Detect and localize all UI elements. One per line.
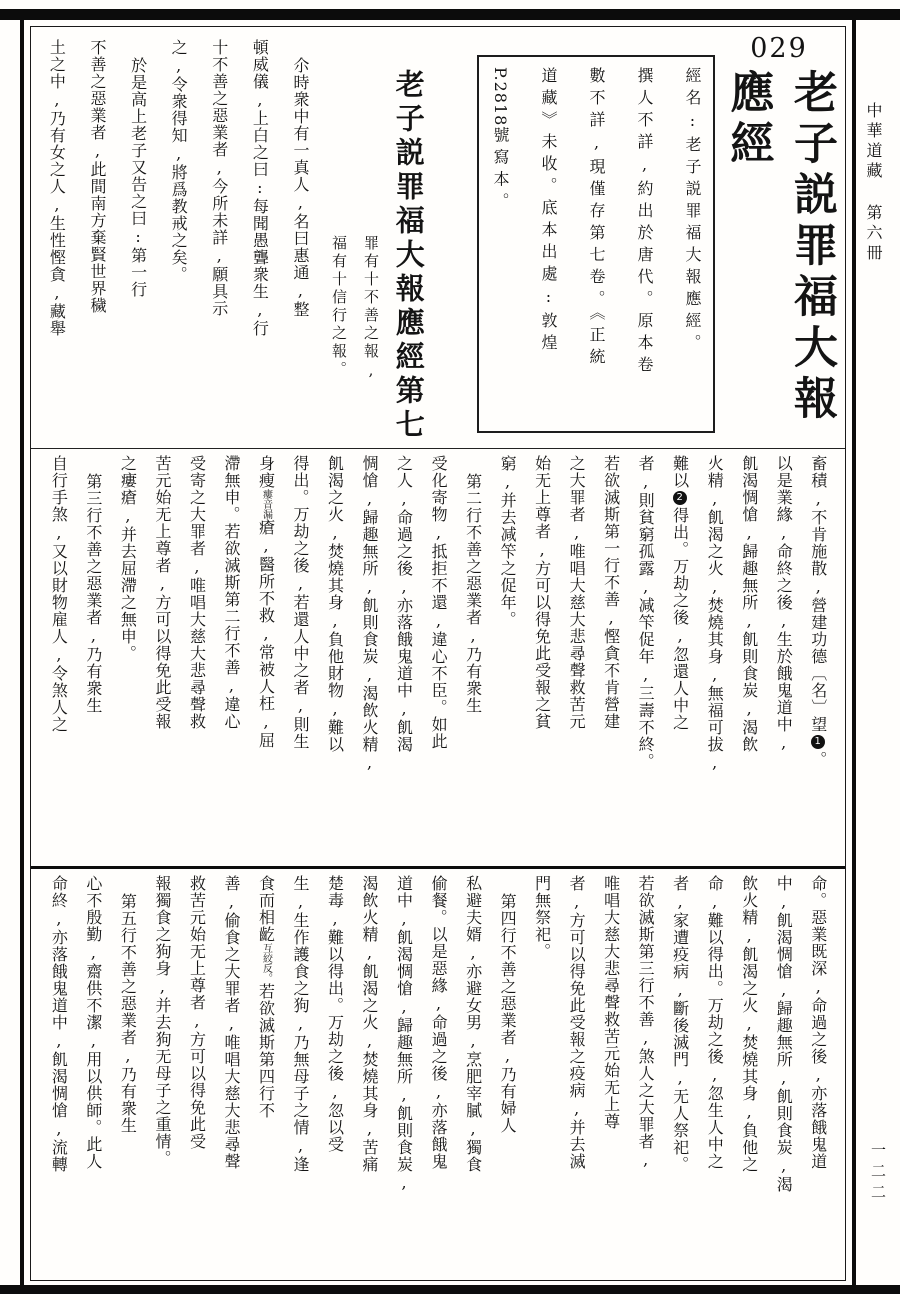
chapter-heading: 老子説罪福大報應經第七	[391, 69, 426, 443]
text-column: 第四行不善之惡業者,乃有婦人	[498, 893, 518, 1134]
note-marker: 2	[673, 491, 687, 505]
text-column: 門無祭祀。	[532, 875, 552, 960]
colophon-column: 數不詳,現僅存第七卷。《正統	[587, 67, 606, 370]
text-column: 生,生作護食之狗,乃無母子之情,逢	[291, 875, 310, 1173]
text-column: 偷餐。以是惡緣,命過之後,亦落餓鬼	[429, 875, 449, 1170]
text-column: 自行手煞,又以財物雇人,令煞人之	[49, 455, 69, 733]
text-column: 命,難以得出。万劫之後,忽生人中之	[705, 875, 725, 1170]
text-column: 難以2得出。万劫之後,忽還人中之	[670, 455, 690, 731]
note-marker: 1	[811, 735, 825, 749]
document-code: 029	[750, 33, 808, 64]
text-column: 十不善之惡業者,今所未詳,願具示	[209, 39, 229, 317]
text-column: 身瘦瘻音漏瘡,醫所不救,常被人枉,屈	[256, 455, 276, 749]
inline-gloss: 互絞反。	[260, 943, 272, 983]
band3-text-columns	[31, 869, 845, 1280]
text-column: 飢渴之火,焚燒其身,負他財物,難以	[325, 455, 345, 753]
text-column: 第三行不善之惡業者,乃有衆生	[83, 473, 103, 714]
text-column: 之大罪者,唯唱大慈大悲尋聲救苦元	[567, 455, 587, 730]
text-column: 楚毒,難以得出。万劫之後,忽以受	[325, 875, 345, 1153]
text-column: 報獨食之狗身,并去狗无母子之重情。	[152, 875, 172, 1167]
text-column: 第五行不善之惡業者,乃有衆生	[118, 893, 138, 1134]
couplet-column: 福有十信行之報。	[330, 235, 348, 379]
colophon-column: 道藏》未收。底本出處:敦煌	[539, 67, 558, 356]
text-column: 者,方可以得免此受報之疫病,并去滅	[567, 875, 587, 1170]
folio-number: 一二二	[869, 1142, 887, 1205]
series-title-name: 中華道藏	[864, 102, 883, 182]
document-title	[723, 69, 835, 426]
text-column: 窮,并去减笇之促年。	[498, 455, 518, 628]
text-column: 若欲滅斯第一行不善,慳貪不肯營建	[601, 455, 621, 730]
text-column: 若欲滅斯第三行不善,煞人之大罪者,	[636, 875, 656, 1170]
couplet-columns	[327, 235, 383, 382]
text-column: 始无上尊者,方可以得免此受報之貧	[532, 455, 552, 730]
couplet-column: 罪有十不善之報,	[362, 235, 380, 382]
text-column: 救苦元始无上尊者,方可以得免此受	[187, 875, 207, 1150]
colophon-column: 撰人不詳,約出於唐代。原本卷	[635, 67, 654, 378]
series-volume: 第六冊	[864, 204, 883, 264]
text-column: 受化寄物,抵拒不還,違心不臣。如此	[429, 455, 449, 750]
title-column-1: 老子説罪福大報	[786, 69, 837, 426]
text-area	[30, 26, 846, 1281]
text-column: 道中,飢渴惆愴,歸趣無所,飢則食炭,	[394, 875, 414, 1193]
series-title	[862, 102, 885, 264]
text-column: 以是業緣,命終之後,生於餓鬼道中,	[774, 455, 794, 753]
band-bottom-section	[31, 869, 845, 1280]
band-middle-section	[31, 449, 845, 869]
inline-gloss: 瘻音漏	[260, 489, 272, 519]
text-column: 命。惡業既深,命過之後,亦落餓鬼道	[808, 875, 828, 1170]
text-column: 畜積,不肯施散,營建功德〔名〕望1。	[808, 455, 828, 768]
title-column-2: 應經	[722, 69, 774, 171]
text-column: 之人,命過之後,亦落餓鬼道中,飢渴	[394, 455, 414, 753]
text-column: 火精,飢渴之火,焚燒其身,無福可拔,	[705, 455, 725, 773]
text-column: 者,則貧窮孤露,减笇促年,三壽不終。	[636, 455, 656, 770]
text-column: 渴飲火精,飢渴之火,焚燒其身,苦痛	[360, 875, 380, 1173]
text-column: 尒時衆中有一真人,名曰惠通,整	[290, 57, 310, 318]
band1-text-columns	[41, 39, 315, 444]
text-column: 滯無申。若欲滅斯第二行不善,違心	[221, 455, 241, 730]
text-column: 惆愴,歸趣無所,飢則食炭,渴飲火精,	[360, 455, 380, 773]
document-title-block	[723, 33, 835, 426]
text-column: 命終,亦落餓鬼道中,飢渴惆愴,流轉	[49, 875, 69, 1173]
text-column: 苦元始无上尊者,方可以得免此受報	[152, 455, 172, 730]
text-column: 頓威儀,上白之曰:每聞愚聾衆生,行	[250, 39, 270, 337]
text-column: 食而相齕互絞反。若欲滅斯第四行不	[256, 875, 276, 1119]
text-column: 私避夫婿,亦避女男,烹肥宰膩,獨食	[463, 875, 483, 1173]
text-column: 唯唱大慈大悲尋聲救苦元始无上尊	[601, 875, 621, 1130]
text-column: 土之中,乃有女之人,生性慳貪,藏舉	[47, 39, 67, 337]
colophon-box	[477, 55, 715, 433]
text-column: 於是高上老子又告之曰:第一行	[128, 57, 148, 298]
band2-text-columns	[31, 449, 845, 866]
text-column: 中,飢渴惆愴,歸趣無所,飢則食炭,渴	[774, 875, 794, 1193]
text-column: 之瘻瘡,并去屈滯之無申。	[118, 455, 138, 662]
band-header-section	[31, 27, 845, 449]
colophon-column: 經名:老子説罪福大報應經。	[683, 67, 702, 356]
text-column: 心不殷勤,齋供不潔,用以供師。此人	[83, 875, 103, 1170]
colophon-column: P.2818號寫本。	[491, 67, 510, 215]
text-column: 飲火精,飢渴之火,焚燒其身,負他之	[739, 875, 759, 1173]
text-column: 之,令衆得知,將爲教戒之矣。	[169, 39, 189, 283]
text-column: 得出。万劫之後,若還人中之者,則生	[291, 455, 310, 750]
text-column: 不善之惡業者,此間南方棄賢世界穢	[87, 39, 107, 314]
text-column: 善,偷食之大罪者,唯唱大慈大悲尋聲	[221, 875, 241, 1170]
text-column: 者,家遭疫病,斷後滅門,无人祭祀。	[670, 875, 690, 1173]
page-frame	[20, 16, 856, 1289]
text-column: 第二行不善之惡業者,乃有衆生	[463, 473, 483, 714]
text-column: 受寄之大罪者,唯唱大慈大悲尋聲救	[187, 455, 207, 730]
text-column: 飢渴惆愴,歸趣無所,飢則食炭,渴飲	[739, 455, 759, 753]
